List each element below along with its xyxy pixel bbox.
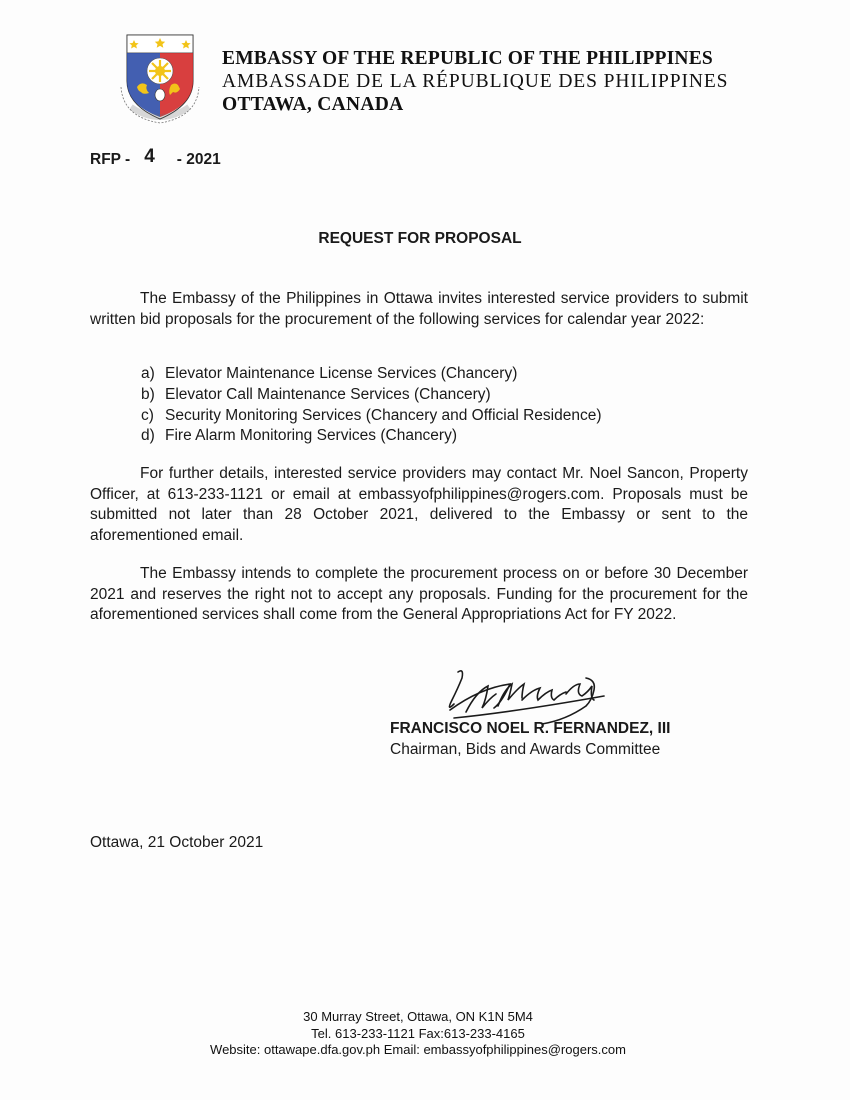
list-item: b) Elevator Call Maintenance Services (Chancery) [141, 385, 491, 403]
letterhead-english: EMBASSY OF THE REPUBLIC OF THE PHILIPPINES [222, 48, 713, 69]
list-item: c) Security Monitoring Services (Chancery and Official Residence) [141, 406, 602, 424]
services-list [141, 364, 601, 447]
intro-paragraph [90, 289, 748, 330]
closing-text: The Embassy intends to complete the procurement process on or before 30 December 2021 and reserves the right not to accept any proposals. Funding for the procurement for the aforementioned services shall come from the General Appropriations Act for FY 2022. [90, 565, 748, 623]
place-and-date: Ottawa, 21 October 2021 [90, 834, 264, 851]
reference-number [90, 148, 221, 170]
signatory-name: FRANCISCO NOEL R. FERNANDEZ, III [390, 720, 671, 737]
reference-prefix: RFP - [90, 151, 131, 168]
reference-number-value: 4 [144, 146, 155, 167]
list-item: a) Elevator Maintenance License Services (Chancery) [141, 365, 518, 382]
philippine-coat-of-arms-seal [113, 27, 207, 125]
document-title: REQUEST FOR PROPOSAL [318, 230, 522, 247]
details-paragraph [90, 464, 748, 546]
signatory-position: Chairman, Bids and Awards Committee [390, 741, 661, 758]
footer-address: 30 Murray Street, Ottawa, ON K1N 5M4 [303, 1009, 533, 1024]
closing-paragraph [90, 564, 748, 626]
details-text: For further details, interested service providers may contact Mr. Noel Sancon, Property Officer, at 613-233-1121 or email at embassyofphilippines@rogers.com. Proposals must be submitted not later than 28 October 2021, delivered to the Embassy or sent to the aforementioned email. [90, 465, 748, 544]
footer [0, 1009, 836, 1059]
list-item: d) Fire Alarm Monitoring Services (Chancery) [141, 427, 458, 445]
intro-text: The Embassy of the Philippines in Ottawa invites interested service providers to submit written bid proposals for the procurement of the following services for calendar year 2022: [90, 290, 748, 328]
reference-year: - 2021 [176, 151, 221, 168]
letterhead [222, 47, 728, 116]
footer-web-email: Website: ottawape.dfa.gov.ph Email: embassyofphilippines@rogers.com [210, 1042, 626, 1057]
letterhead-french: AMBASSADE DE LA RÉPUBLIQUE DES PHILIPPINES [222, 71, 729, 92]
signatory-block [390, 718, 670, 760]
letterhead-city: OTTAWA, CANADA [222, 94, 404, 115]
footer-phone-fax: Tel. 613-233-1121 Fax:613-233-4165 [311, 1025, 525, 1041]
